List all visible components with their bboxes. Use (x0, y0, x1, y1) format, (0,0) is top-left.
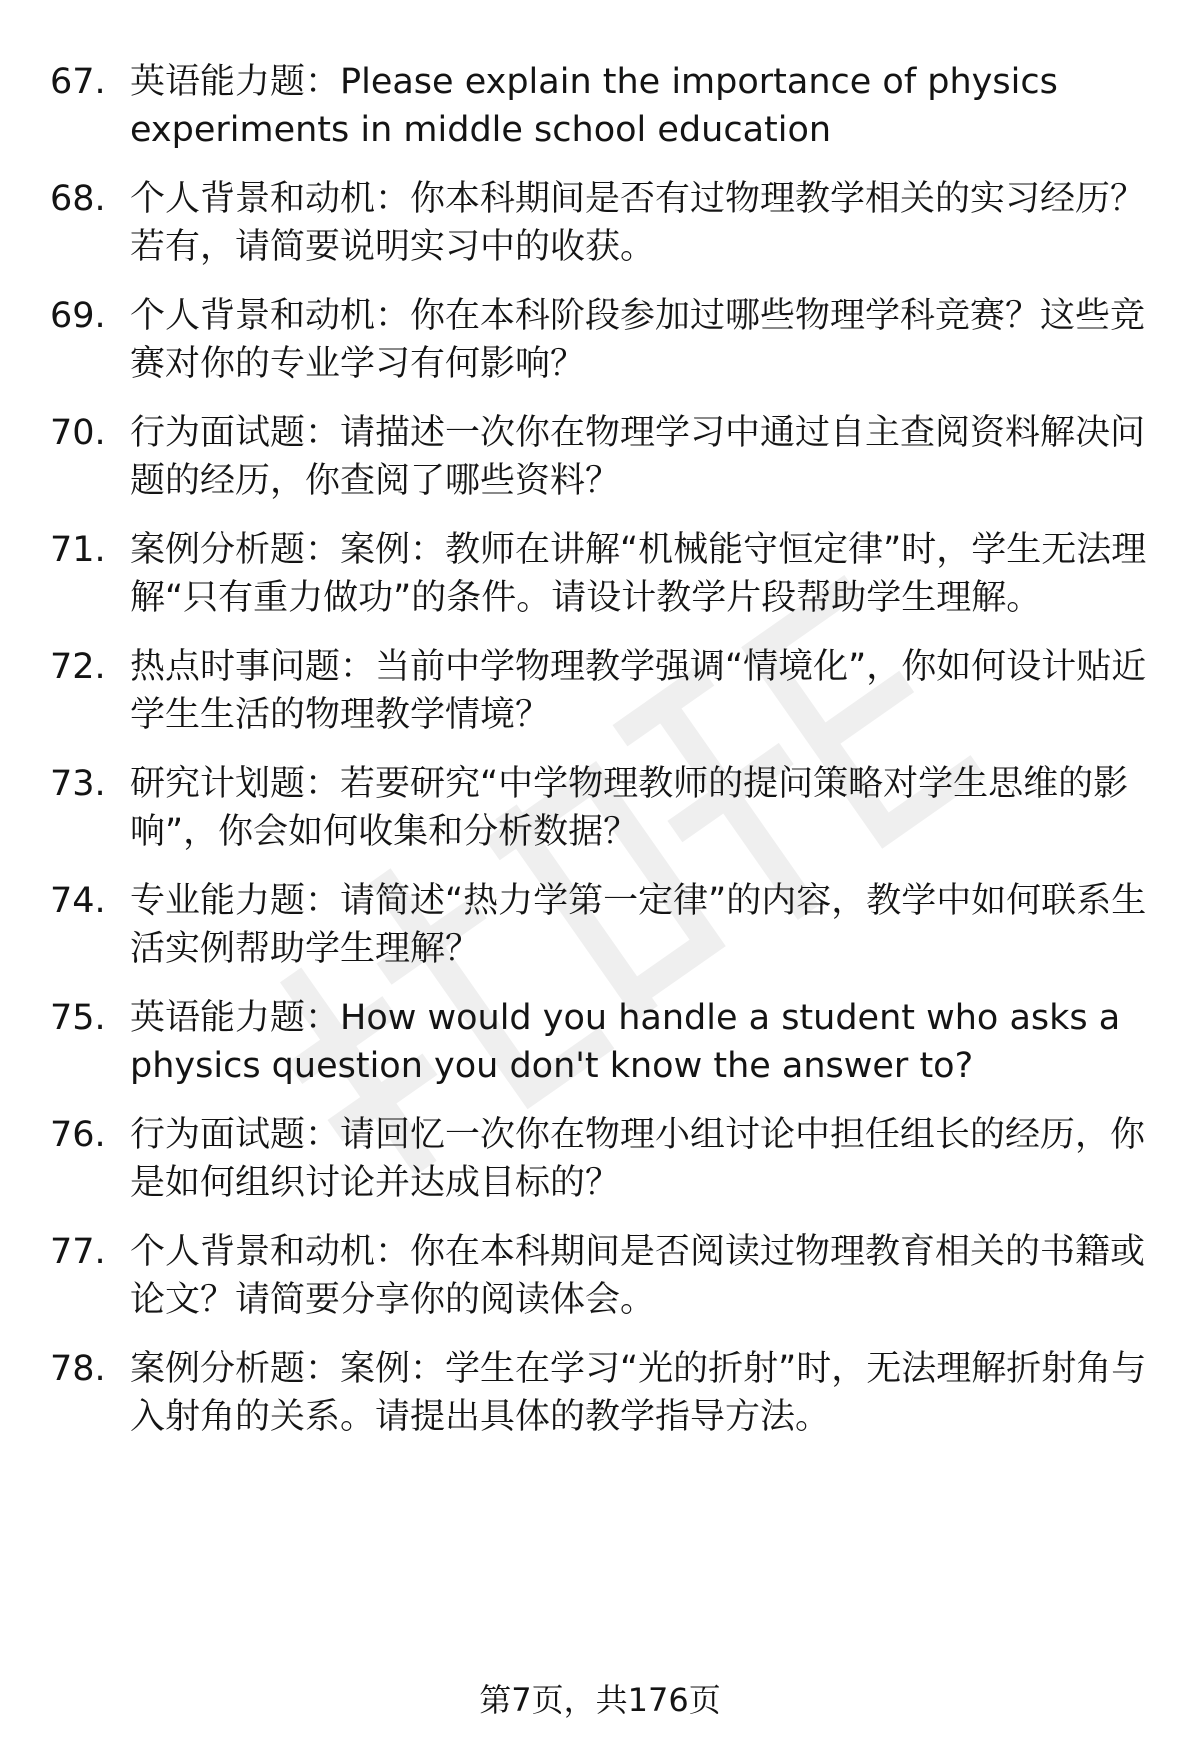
question-number: 78. (50, 1349, 106, 1389)
question-item (50, 994, 1150, 1090)
question-item (50, 760, 1150, 856)
question-number: 69. (50, 296, 106, 336)
question-text: 英语能力题：Please explain the importance of physics experiments in middle school education (130, 62, 1058, 150)
question-item (50, 1345, 1150, 1441)
question-text: 专业能力题：请简述“热力学第一定律”的内容，教学中如何联系生活实例帮助学生理解？ (130, 881, 1147, 969)
question-text: 行为面试题：请描述一次你在物理学习中通过自主查阅资料解决问题的经历，你查阅了哪些资料？ (130, 413, 1146, 501)
question-number: 76. (50, 1115, 106, 1155)
question-number: 74. (50, 881, 106, 921)
question-text: 热点时事问题：当前中学物理教学强调“情境化”，你如何设计贴近学生生活的物理教学情境？ (130, 647, 1147, 735)
question-text: 个人背景和动机：你在本科期间是否阅读过物理教育相关的书籍或论文？请简要分享你的阅读体会。 (130, 1232, 1146, 1320)
question-text: 个人背景和动机：你在本科阶段参加过哪些物理学科竞赛？这些竞赛对你的专业学习有何影响？ (130, 296, 1146, 384)
question-text: 英语能力题：How would you handle a student who asks a physics question you don't know the answer to? (130, 998, 1121, 1086)
question-item (50, 409, 1150, 505)
question-item (50, 877, 1150, 973)
question-number: 75. (50, 998, 106, 1038)
question-item (50, 643, 1150, 739)
question-item (50, 1111, 1150, 1207)
question-item (50, 526, 1150, 622)
question-number: 71. (50, 530, 106, 570)
question-number: 73. (50, 764, 106, 804)
question-list (50, 58, 1150, 1441)
question-text: 行为面试题：请回忆一次你在物理小组讨论中担任组长的经历，你是如何组织讨论并达成目标的？ (130, 1115, 1146, 1203)
question-number: 68. (50, 179, 106, 219)
question-number: 70. (50, 413, 106, 453)
question-item (50, 58, 1150, 154)
question-text: 案例分析题：案例：学生在学习“光的折射”时，无法理解折射角与入射角的关系。请提出具体的教学指导方法。 (130, 1349, 1147, 1437)
question-text: 案例分析题：案例：教师在讲解“机械能守恒定律”时，学生无法理解“只有重力做功”的条件。请设计教学片段帮助学生理解。 (130, 530, 1147, 618)
question-text: 研究计划题：若要研究“中学物理教师的提问策略对学生思维的影响”，你会如何收集和分析数据？ (130, 764, 1129, 852)
question-number: 67. (50, 62, 106, 102)
question-item (50, 1228, 1150, 1324)
question-item (50, 292, 1150, 388)
question-number: 77. (50, 1232, 106, 1272)
page-number-footer: 第7页，共176页 (479, 1681, 721, 1719)
question-number: 72. (50, 647, 106, 687)
question-item (50, 175, 1150, 271)
question-text: 个人背景和动机：你本科期间是否有过物理教学相关的实习经历？若有，请简要说明实习中的收获。 (130, 179, 1146, 267)
